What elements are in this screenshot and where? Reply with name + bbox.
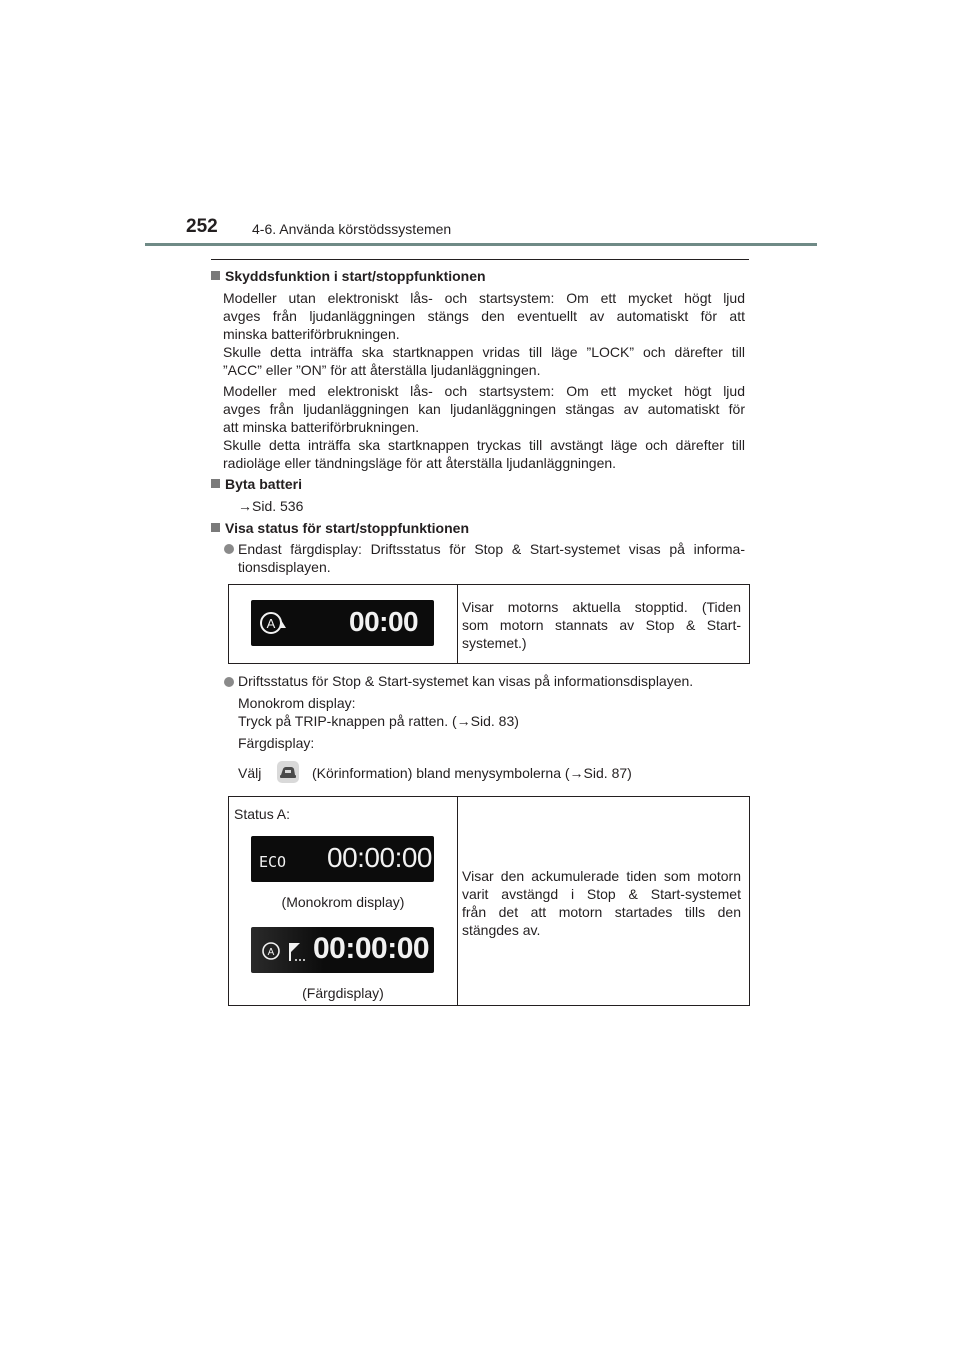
stop-time-display — [251, 600, 434, 646]
status-a-label: Status A: — [234, 806, 291, 822]
color-accumulated-time: 00:00:00 — [313, 932, 430, 965]
square-bullet-icon — [211, 479, 220, 488]
color-display-caption: (Färgdisplay) — [302, 985, 384, 1001]
square-bullet-icon — [211, 523, 220, 532]
mono-display-label: Monokrom display: — [238, 695, 356, 711]
paragraph-with-smart-key: Modeller med elektroniskt lås- och startsystem: Om ett mycket högt ljud avges från ljudanläggningen kan ljudanläggningen stängas av automatiskt för att minska batteriförbrukningen. Skulle detta inträffa ska startknappen tryckas till avstängt läge och därefter till radioläge eller tändningsläge för att återställa ljudanläggningen. — [223, 383, 745, 471]
round-bullet-icon — [224, 544, 234, 554]
paragraph-without-smart-key: Modeller utan elektroniskt lås- och startsystem: Om ett mycket högt ljud avges från ljudanläggningen stängs den eventuellt av automatiskt för att minska batteriförbrukningen. Skulle detta inträffa ska startknappen vridas till läge ”LOCK” och därefter till ”ACC” eller ”ON” för att återställa ljudanläggningen. — [223, 290, 745, 378]
auto-stop-icon — [261, 941, 281, 961]
mono-display-instruction: Tryck på TRIP-knappen på ratten. (→Sid. 83) — [238, 713, 519, 729]
auto-stop-icon — [259, 610, 291, 638]
svg-text:A: A — [266, 616, 276, 631]
page-number: 252 — [186, 216, 218, 237]
round-bullet-icon — [224, 677, 234, 687]
section-heading-protection: Skyddsfunktion i start/stoppfunktionen — [211, 268, 486, 284]
stop-time-value: 00:00 — [349, 606, 419, 637]
bullet-status-info-display: Driftsstatus för Stop & Start-systemet kan visas på informationsdisplayen. — [238, 673, 694, 689]
table-divider — [457, 585, 458, 663]
color-display-instruction: (Körinformation) bland menysymbolerna (→Sid. 87) — [312, 765, 632, 781]
drive-info-icon — [276, 760, 300, 784]
section-rule — [211, 259, 749, 260]
mono-display-caption: (Monokrom display) — [281, 894, 405, 910]
header-rule — [145, 243, 817, 246]
bullet-color-display-only: Endast färgdisplay: Driftsstatus för Stop & Start-systemet visas på informa- tionsdisplayen. — [238, 541, 745, 575]
accumulated-time-description: Visar den ackumulerade tiden som motorn varit avstängd i Stop & Start-systemet från det att motorn startades tills den stängdes av. — [462, 868, 741, 938]
mono-accumulated-time: 00:00:00 — [327, 842, 432, 873]
square-bullet-icon — [211, 271, 220, 280]
svg-text:A: A — [267, 947, 275, 958]
color-display-label: Färgdisplay: — [238, 735, 315, 751]
mono-accumulated-display — [251, 836, 434, 882]
accumulated-time-table — [228, 796, 750, 1006]
color-accumulated-display — [251, 927, 434, 973]
section-heading-battery: Byta batteri — [211, 476, 302, 492]
eco-indicator: ECO — [259, 853, 287, 871]
section-heading-status: Visa status för start/stoppfunktionen — [211, 520, 469, 536]
color-display-instruction-prefix: Välj — [238, 765, 262, 781]
chapter-title: 4-6. Använda körstödssystemen — [252, 221, 452, 237]
page-reference-battery[interactable]: →Sid. 536 — [238, 498, 304, 514]
stop-time-description: Visar motorns aktuella stopptid. (Tiden som motorn stannats av Stop & Start- systemet.) — [462, 599, 741, 651]
flag-icon — [286, 939, 310, 963]
stop-time-table — [228, 584, 750, 664]
table-divider — [457, 797, 458, 1005]
